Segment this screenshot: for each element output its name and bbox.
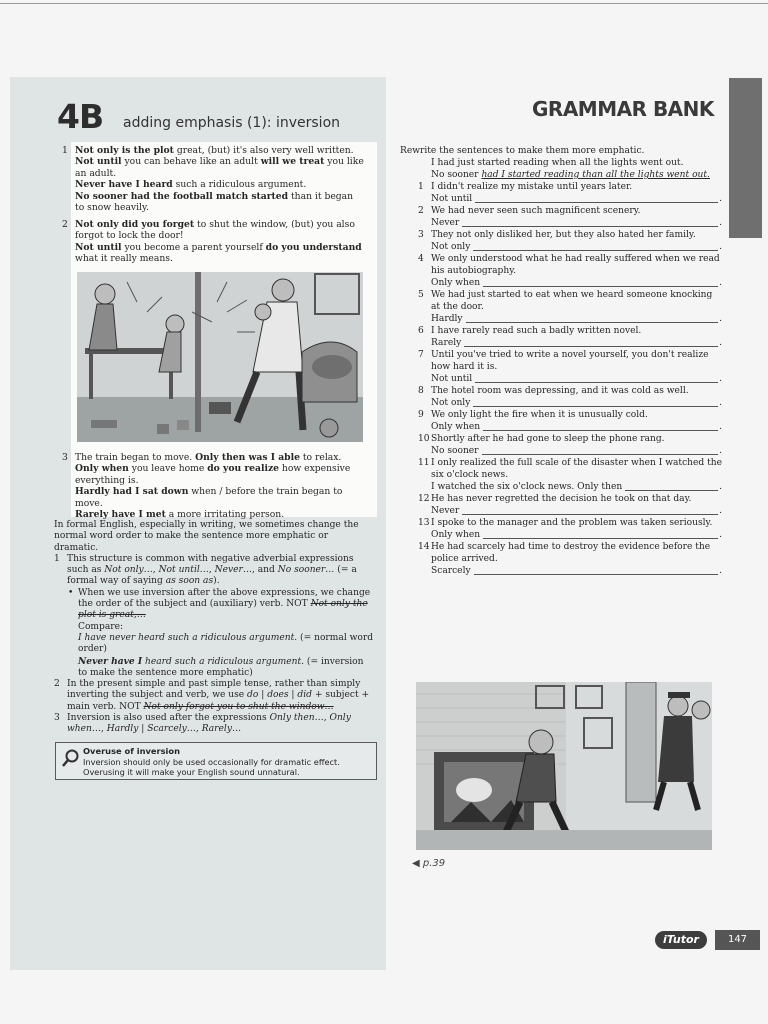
answer-start: Never: [431, 218, 460, 228]
answer-line: Only when .: [431, 530, 722, 540]
answer-blank[interactable]: [483, 537, 718, 539]
answer-blank[interactable]: [464, 345, 718, 347]
overuse-text: Inversion should only be used occasionally for dramatic effect. Overusing it will make your English sound unnatural.: [83, 757, 340, 777]
note-text: In the present simple and past simple tense, rather than simply inverting the subject and verb, we use do | does | did + subject + main verb. NOT Not only forgot you to shut the window…: [67, 679, 370, 712]
overuse-title: Overuse of inversion: [83, 746, 181, 756]
item-number: 2: [418, 206, 424, 216]
item-number: 14: [418, 542, 430, 552]
example-line: Never have I heard such a ridiculous argument.: [75, 179, 307, 191]
magnifier-icon: [61, 748, 81, 768]
item-number: 8: [418, 386, 424, 396]
unit-title: adding emphasis (1): inversion: [123, 115, 341, 131]
exercise-item: [400, 517, 722, 529]
answer-start: Rarely: [431, 338, 462, 348]
item-number: 9: [418, 410, 424, 420]
top-rule: [0, 3, 768, 4]
item-number: 3: [418, 230, 424, 240]
answer-line: Never .: [431, 218, 722, 228]
note-text: Inversion is also used after the expressions Only then…, Only when…, Hardly | Scarcely…, Rarely…: [67, 713, 351, 735]
item-sentence: I spoke to the manager and the problem was taken seriously.: [431, 518, 713, 528]
item-sentence: We had never seen such magnificent scenery.: [431, 206, 641, 216]
answer-blank[interactable]: [475, 381, 718, 383]
grammar-notes: [54, 520, 374, 736]
fireplace-illustration: [416, 682, 712, 850]
compare-label: Compare:: [78, 621, 124, 632]
answer-blank[interactable]: [474, 573, 718, 575]
answer-start: Only when: [431, 530, 481, 540]
back-arrow-icon: ◀: [412, 858, 423, 869]
notes-intro: In formal English, especially in writing, we sometimes change the normal word order to make the sentence more emphatic or dramatic.: [54, 520, 359, 553]
section-title: GRAMMAR BANK: [532, 97, 714, 121]
exercise-item: [400, 229, 722, 241]
item-sentence: He had scarcely had time to destroy the evidence before the police arrived.: [431, 542, 711, 564]
compare-normal: I have never heard such a ridiculous argument. (= normal word order): [78, 632, 374, 655]
note-number: 2: [54, 679, 60, 690]
example-start: No sooner: [431, 170, 479, 180]
example-group-3: [62, 452, 365, 521]
exercise-item: [400, 181, 722, 193]
item-number: 10: [418, 434, 430, 444]
example-line: Only when you leave home do you realize how expensive everything is.: [75, 463, 351, 486]
family-illustration: [77, 272, 363, 442]
example-number: 2: [62, 219, 68, 230]
example-answer-line: [400, 169, 722, 181]
answer-start: Only when: [431, 422, 481, 432]
example-line: The train began to move. Only then was I able to relax.: [75, 452, 342, 463]
exercise-item: [400, 349, 722, 373]
answer-line: Rarely .: [431, 338, 722, 348]
answer-start: No sooner: [431, 446, 479, 456]
exercise-item: [400, 385, 722, 397]
example-group-2: [62, 219, 365, 265]
answer-line: Only when .: [431, 278, 722, 288]
example-group-1: [62, 145, 365, 214]
note-1-bullet: • When we use inversion after the above expressions, we change the order of the subject and (auxiliary) verb. NOT Not only the plot is great,…: [68, 587, 371, 621]
exercise-item: [400, 409, 722, 421]
section-tab: [729, 78, 762, 238]
answer-start: I watched the six o'clock news. Only then: [431, 482, 623, 492]
overuse-tip-box: [55, 742, 377, 780]
item-sentence: We had just started to eat when we heard someone knocking at the door.: [431, 290, 713, 312]
exercise-item: [400, 205, 722, 217]
note-2: [54, 679, 374, 713]
answer-blank[interactable]: [483, 285, 718, 287]
answer-blank[interactable]: [482, 453, 719, 455]
exercise-item: [400, 289, 722, 313]
item-sentence: We only light the fire when it is unusually cold.: [431, 410, 648, 420]
note-number: 3: [54, 713, 60, 724]
answer-line: Not only .: [431, 398, 722, 408]
page-number: 147: [715, 930, 760, 950]
answer-line: Only when .: [431, 422, 722, 432]
item-sentence: We only understood what he had really suffered when we read his autobiography.: [431, 254, 720, 276]
example-answer: had I started reading than all the lights went out.: [481, 170, 710, 180]
item-number: 1: [418, 182, 424, 192]
item-number: 4: [418, 254, 424, 264]
exercise-instruction: Rewrite the sentences to make them more emphatic.: [400, 146, 645, 156]
unit-number: 4B: [57, 97, 104, 136]
answer-start: Not only: [431, 242, 471, 252]
compare-inversion: Never have I heard such a ridiculous argument. (= inversion to make the sentence more emphatic): [78, 655, 364, 678]
item-sentence: They not only disliked her, but they also hated her family.: [431, 230, 696, 240]
example-line: Rarely have I met a more irritating person.: [75, 509, 285, 521]
item-number: 6: [418, 326, 424, 336]
example-line: Not until you become a parent yourself do you understand what it really means.: [75, 241, 362, 265]
item-sentence: He has never regretted the decision he took on that day.: [431, 494, 692, 504]
answer-start: Scarcely: [431, 566, 471, 576]
exercise-item: [400, 325, 722, 337]
note-text: This structure is common with negative adverbial expressions such as Not only…, Not until…, Never…, and No sooner… (= a formal way of saying as soon as).: [67, 553, 357, 587]
answer-line: Not until .: [431, 194, 722, 204]
item-sentence: I didn't realize my mistake until years later.: [431, 182, 633, 192]
item-number: 7: [418, 350, 424, 360]
note-3: [54, 713, 374, 736]
answer-line: Scarcely .: [431, 566, 722, 576]
answer-blank[interactable]: [475, 201, 718, 203]
item-number: 12: [418, 494, 430, 504]
note-number: 1: [54, 553, 60, 564]
answer-line: Not only .: [431, 242, 722, 252]
example-line: Hardly had I sat down when / before the train began to move.: [75, 486, 343, 509]
answer-line: No sooner .: [431, 446, 722, 456]
answer-line: Hardly .: [431, 314, 722, 324]
answer-start: Not until: [431, 374, 473, 384]
item-sentence: I only realized the full scale of the disaster when I watched the six o'clock news.: [431, 458, 722, 480]
item-number: 11: [418, 458, 430, 468]
itutor-logo: iTutor: [655, 931, 707, 949]
page-ref-text: p.39: [422, 858, 446, 869]
exercise-block: [400, 145, 722, 577]
example-line: Not only did you forget to shut the window, (but) you also forgot to lock the door!: [75, 219, 355, 242]
exercise-items: [400, 181, 722, 577]
page-reference: [412, 858, 445, 869]
answer-blank[interactable]: [473, 249, 718, 251]
exercise-item: [400, 433, 722, 445]
exercise-item: [400, 253, 722, 277]
answer-start: Never: [431, 506, 460, 516]
answer-blank[interactable]: [473, 405, 718, 407]
item-sentence: I have rarely read such a badly written novel.: [431, 326, 642, 336]
answer-blank[interactable]: [625, 489, 718, 491]
answer-blank[interactable]: [462, 225, 718, 227]
note-1: [54, 554, 374, 588]
item-number: 5: [418, 290, 424, 300]
note-text: When we use inversion after the above expressions, we change the order of the subject and (auxiliary) verb. NOT Not only the plot is great,…: [78, 587, 371, 621]
answer-line: Not until .: [431, 374, 722, 384]
answer-start: Hardly: [431, 314, 463, 324]
example-sentence: I had just started reading when all the lights went out.: [431, 158, 684, 168]
example-number: 3: [62, 452, 68, 463]
answer-start: Not until: [431, 194, 473, 204]
answer-start: Not only: [431, 398, 471, 408]
item-sentence: Until you've tried to write a novel yourself, you don't realize how hard it is.: [431, 350, 709, 372]
answer-line: Never .: [431, 506, 722, 516]
answer-blank[interactable]: [466, 321, 719, 323]
example-number: 1: [62, 145, 68, 156]
item-number: 13: [418, 518, 430, 528]
answer-line: I watched the six o'clock news. Only then .: [431, 482, 722, 492]
item-sentence: Shortly after he had gone to sleep the phone rang.: [431, 434, 665, 444]
exercise-item: [400, 493, 722, 505]
answer-blank[interactable]: [483, 429, 718, 431]
answer-start: Only when: [431, 278, 481, 288]
item-sentence: The hotel room was depressing, and it was cold as well.: [431, 386, 689, 396]
exercise-item: [400, 457, 722, 481]
example-line: No sooner had the football match started than it began to snow heavily.: [75, 190, 354, 214]
exercise-item: [400, 541, 722, 565]
answer-blank[interactable]: [462, 513, 718, 515]
example-line: Not only is the plot great, (but) it's also very well written.: [75, 145, 354, 156]
example-line: Not until you can behave like an adult will we treat you like an adult.: [75, 156, 364, 179]
